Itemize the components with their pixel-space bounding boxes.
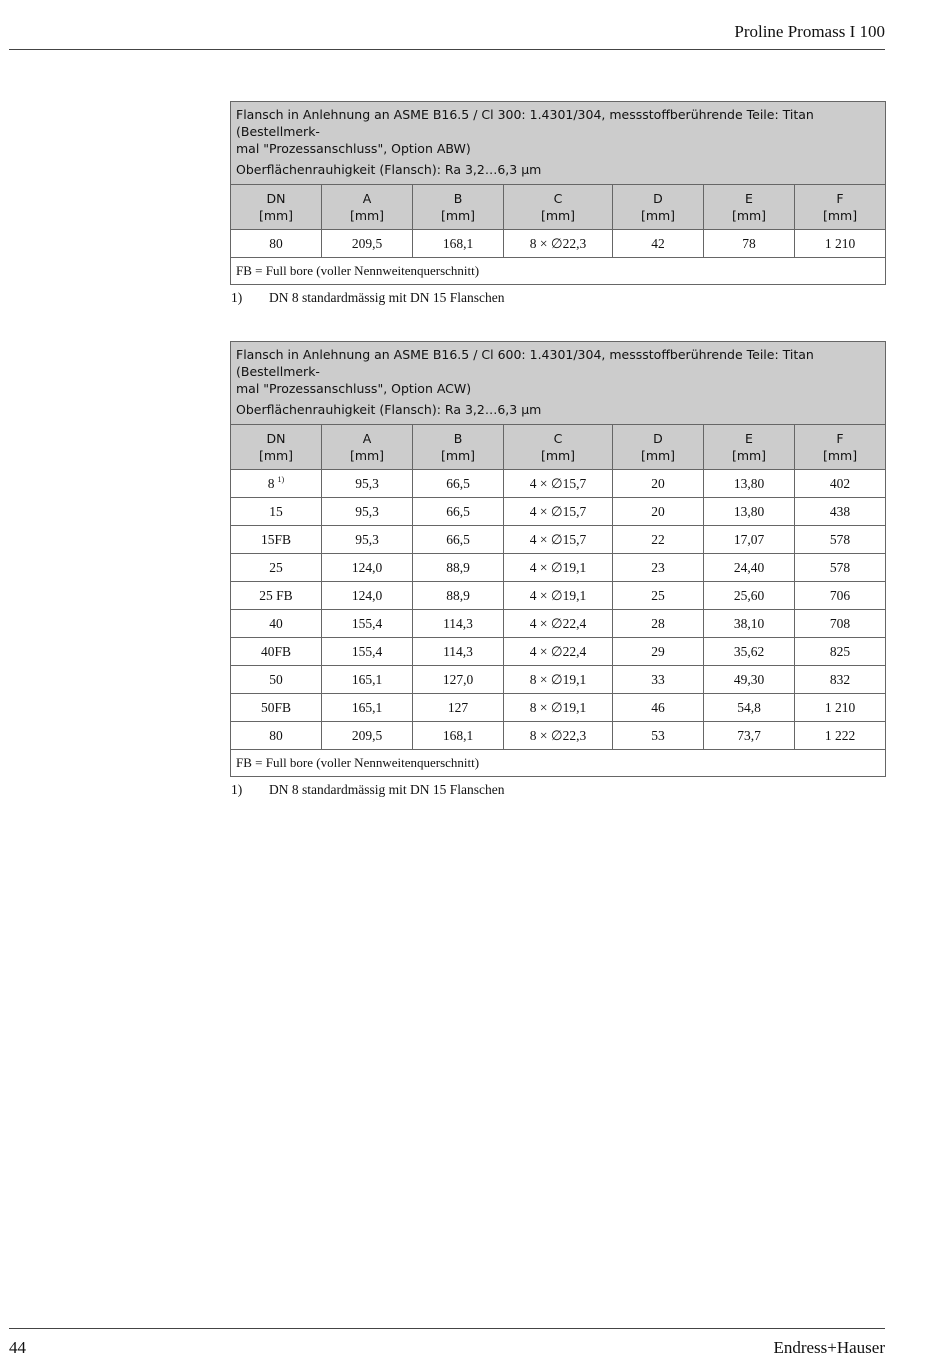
column-unit: [mm] [822, 448, 858, 463]
cell-value: 127,0 [442, 671, 474, 687]
table-cell [413, 722, 504, 750]
cell-value: 209,5 [351, 235, 383, 251]
table-cell [704, 230, 795, 258]
table-cell [504, 582, 613, 610]
cell-value: 50FB [260, 699, 291, 715]
table-cell [613, 666, 704, 694]
table-cell [613, 554, 704, 582]
cell-value: 155,4 [351, 615, 383, 631]
cell-value: 168,1 [442, 727, 474, 743]
table-cell [231, 498, 322, 526]
cell-value: 40 [269, 615, 283, 631]
column-name: DN [266, 431, 286, 446]
header-rule [9, 49, 885, 50]
cell-value: 23 [651, 559, 665, 575]
column-unit: [mm] [731, 448, 767, 463]
cell-value: 165,1 [351, 671, 383, 687]
column-name: C [553, 191, 563, 206]
cell-value: 8 [267, 476, 275, 491]
column-unit: [mm] [440, 448, 476, 463]
column-name: A [362, 431, 372, 446]
footer-rule [9, 1328, 885, 1329]
column-header [613, 185, 704, 230]
cell-value: 706 [829, 587, 851, 603]
table-cell [704, 470, 795, 498]
column-unit: [mm] [440, 208, 476, 223]
table-cell [613, 582, 704, 610]
cell-value: 73,7 [737, 727, 761, 743]
cell-value: 4 × ∅19,1 [529, 587, 587, 603]
column-unit: [mm] [640, 208, 676, 223]
table-cell [504, 470, 613, 498]
table-note: FB = Full bore (voller Nennweitenquerschnitt) [231, 258, 886, 285]
table-cell [413, 582, 504, 610]
column-header [413, 185, 504, 230]
column-unit: [mm] [258, 208, 294, 223]
column-name: E [745, 431, 753, 446]
cell-value: 22 [651, 531, 665, 547]
table-cell [231, 582, 322, 610]
table-cell [795, 470, 886, 498]
table-cell [413, 230, 504, 258]
surface-roughness: Oberflächenrauhigkeit (Flansch): Ra 3,2…6,3 µm [231, 397, 886, 425]
column-name: A [362, 191, 372, 206]
footnote-marker: 1) [231, 782, 243, 797]
table-row [231, 694, 886, 722]
table-cell [322, 638, 413, 666]
cell-value: 832 [829, 671, 851, 687]
column-name: E [745, 191, 753, 206]
column-name: D [653, 191, 663, 206]
cell-value: 25,60 [733, 587, 765, 603]
cell-value: 4 × ∅15,7 [529, 531, 587, 547]
table-cell [504, 498, 613, 526]
cell-value: 25 [269, 559, 283, 575]
cell-value: 8 × ∅19,1 [529, 699, 587, 715]
caption-line-2: mal "Prozessanschluss", Option ABW) [236, 141, 471, 156]
cell-value: 78 [742, 235, 756, 251]
table-cell [613, 470, 704, 498]
flange-table-cl300 [230, 101, 886, 285]
table-cell [413, 610, 504, 638]
table-cell [231, 638, 322, 666]
table-cell [413, 498, 504, 526]
table-cell [413, 554, 504, 582]
column-header [504, 425, 613, 470]
table-cell [795, 638, 886, 666]
table-cell [795, 610, 886, 638]
table-cell [704, 582, 795, 610]
cell-value: 15 [269, 503, 283, 519]
cell-value: 66,5 [446, 503, 470, 519]
cell-value: 4 × ∅15,7 [529, 475, 587, 491]
cell-value: 438 [829, 503, 851, 519]
column-unit: [mm] [731, 208, 767, 223]
cell-value: 35,62 [733, 643, 765, 659]
cell-value: 88,9 [446, 587, 470, 603]
column-unit: [mm] [349, 208, 385, 223]
table-cell [322, 610, 413, 638]
cell-value: 95,3 [355, 531, 379, 547]
table-cell [231, 554, 322, 582]
table-cell [504, 722, 613, 750]
caption-line-1: Flansch in Anlehnung an ASME B16.5 / Cl 300: 1.4301/304, messstoffberührende Teile: Titan (Bestellmerk- [236, 107, 814, 139]
cell-value: 54,8 [737, 699, 761, 715]
cell-value: 4 × ∅15,7 [529, 503, 587, 519]
column-header [413, 425, 504, 470]
table-cell [795, 694, 886, 722]
table-row [231, 666, 886, 694]
cell-value: 127 [447, 699, 469, 715]
cell-value: 53 [651, 727, 665, 743]
table-cell [231, 526, 322, 554]
cell-value: 124,0 [351, 587, 383, 603]
table-caption [231, 102, 886, 158]
table-cell [613, 610, 704, 638]
cell-value: 402 [829, 475, 851, 491]
table-cell [704, 526, 795, 554]
cell-value: 1 210 [824, 699, 856, 715]
cell-value: 95,3 [355, 503, 379, 519]
column-unit: [mm] [640, 448, 676, 463]
table-cell [613, 498, 704, 526]
table-cell [322, 498, 413, 526]
table-cell [704, 694, 795, 722]
column-name: D [653, 431, 663, 446]
table-cell [231, 722, 322, 750]
table-cell [704, 498, 795, 526]
column-name: DN [266, 191, 286, 206]
column-header [322, 425, 413, 470]
table-cell [504, 526, 613, 554]
table-cell [413, 470, 504, 498]
cell-value: 13,80 [733, 503, 765, 519]
table-cell [231, 666, 322, 694]
cell-value: 25 [651, 587, 665, 603]
cell-value: 20 [651, 503, 665, 519]
flange-table-cl600 [230, 341, 886, 777]
cell-value: 20 [651, 475, 665, 491]
footnote-marker: 1) [231, 290, 243, 305]
table-cell [231, 230, 322, 258]
table-cell [413, 666, 504, 694]
column-name: C [553, 431, 563, 446]
cell-value: 155,4 [351, 643, 383, 659]
page-number: 44 [9, 1338, 26, 1357]
column-unit: [mm] [349, 448, 385, 463]
cell-value: 13,80 [733, 475, 765, 491]
cell-value: 80 [269, 235, 283, 251]
cell-value: 33 [651, 671, 665, 687]
cell-value: 29 [651, 643, 665, 659]
cell-value: 49,30 [733, 671, 765, 687]
cell-value: 24,40 [733, 559, 765, 575]
table-cell [795, 526, 886, 554]
table-cell [795, 722, 886, 750]
column-header [704, 185, 795, 230]
table-cell [231, 470, 322, 498]
footnote-text: DN 8 standardmässig mit DN 15 Flanschen [269, 782, 505, 797]
table-cell [413, 638, 504, 666]
table-cell [704, 722, 795, 750]
table-cell [795, 498, 886, 526]
table-cell [504, 230, 613, 258]
table-row [231, 526, 886, 554]
cell-value: 66,5 [446, 475, 470, 491]
column-unit: [mm] [540, 448, 576, 463]
table-cell [413, 694, 504, 722]
table-cell [795, 582, 886, 610]
table-row [231, 498, 886, 526]
cell-value: 17,07 [733, 531, 765, 547]
cell-value: 8 × ∅19,1 [529, 671, 587, 687]
column-header [504, 185, 613, 230]
table-cell [704, 638, 795, 666]
table-cell [322, 470, 413, 498]
table-row [231, 554, 886, 582]
table-cell [795, 230, 886, 258]
cell-value: 4 × ∅19,1 [529, 559, 587, 575]
table-cell [795, 554, 886, 582]
surface-roughness: Oberflächenrauhigkeit (Flansch): Ra 3,2…6,3 µm [231, 157, 886, 185]
column-unit: [mm] [822, 208, 858, 223]
cell-value: 80 [269, 727, 283, 743]
table-cell [613, 526, 704, 554]
table-row [231, 230, 886, 258]
cell-value: 825 [829, 643, 851, 659]
table-cell [795, 666, 886, 694]
footnote-text: DN 8 standardmässig mit DN 15 Flanschen [269, 290, 505, 305]
footer-brand: Endress+Hauser [773, 1338, 885, 1357]
cell-value: 114,3 [443, 643, 473, 659]
cell-value: 708 [829, 615, 851, 631]
table-cell [322, 554, 413, 582]
caption-line-2: mal "Prozessanschluss", Option ACW) [236, 381, 472, 396]
cell-value: 46 [651, 699, 665, 715]
column-unit: [mm] [540, 208, 576, 223]
cell-value: 1 222 [824, 727, 856, 743]
table-cell [504, 610, 613, 638]
cell-value: 4 × ∅22,4 [529, 615, 587, 631]
column-header-row [231, 425, 886, 470]
cell-value: 1 210 [824, 235, 856, 251]
cell-value: 578 [829, 559, 851, 575]
table-cell [322, 230, 413, 258]
table-cell [504, 554, 613, 582]
table-cell [613, 638, 704, 666]
table-row [231, 610, 886, 638]
column-header [231, 185, 322, 230]
table-cell [704, 554, 795, 582]
table-row [231, 638, 886, 666]
table-row [231, 582, 886, 610]
caption-line-1: Flansch in Anlehnung an ASME B16.5 / Cl 600: 1.4301/304, messstoffberührende Teile: Titan (Bestellmerk- [236, 347, 814, 379]
table-cell [704, 666, 795, 694]
cell-value: 50 [269, 671, 283, 687]
table-cell [504, 694, 613, 722]
column-header [795, 185, 886, 230]
table-cell [322, 722, 413, 750]
cell-value: 88,9 [446, 559, 470, 575]
column-name: F [836, 191, 844, 206]
cell-value: 578 [829, 531, 851, 547]
table-row [231, 722, 886, 750]
cell-value: 4 × ∅22,4 [529, 643, 587, 659]
table-cell [413, 526, 504, 554]
column-header [704, 425, 795, 470]
column-header-row [231, 185, 886, 230]
table-cell [322, 694, 413, 722]
table-cell [322, 526, 413, 554]
column-name: B [453, 191, 463, 206]
cell-value: 25 FB [259, 587, 293, 603]
column-unit: [mm] [258, 448, 294, 463]
cell-value: 95,3 [355, 475, 379, 491]
table-cell [613, 230, 704, 258]
table-cell [504, 666, 613, 694]
page-header-title: Proline Promass I 100 [734, 22, 885, 41]
column-name: B [453, 431, 463, 446]
table-cell [704, 610, 795, 638]
column-header [231, 425, 322, 470]
cell-value: 209,5 [351, 727, 383, 743]
cell-value: 168,1 [442, 235, 474, 251]
cell-value: 42 [651, 235, 665, 251]
footnote-reference: 1) [277, 475, 285, 484]
table-cell [322, 582, 413, 610]
cell-value: 8 × ∅22,3 [529, 235, 587, 251]
table-cell [322, 666, 413, 694]
table-cell [231, 694, 322, 722]
cell-value: 15FB [260, 531, 291, 547]
cell-value: 8 × ∅22,3 [529, 727, 587, 743]
cell-value: 114,3 [443, 615, 473, 631]
column-name: F [836, 431, 844, 446]
column-header [322, 185, 413, 230]
table-cell [613, 694, 704, 722]
cell-value: 165,1 [351, 699, 383, 715]
cell-value: 124,0 [351, 559, 383, 575]
cell-value: 66,5 [446, 531, 470, 547]
cell-value: 38,10 [733, 615, 765, 631]
column-header [613, 425, 704, 470]
table-cell [504, 638, 613, 666]
table-row [231, 470, 886, 498]
column-header [795, 425, 886, 470]
table-caption [231, 342, 886, 398]
table-cell [613, 722, 704, 750]
cell-value: 40FB [260, 643, 291, 659]
table-note: FB = Full bore (voller Nennweitenquerschnitt) [231, 750, 886, 777]
cell-value: 28 [651, 615, 665, 631]
table-cell [231, 610, 322, 638]
